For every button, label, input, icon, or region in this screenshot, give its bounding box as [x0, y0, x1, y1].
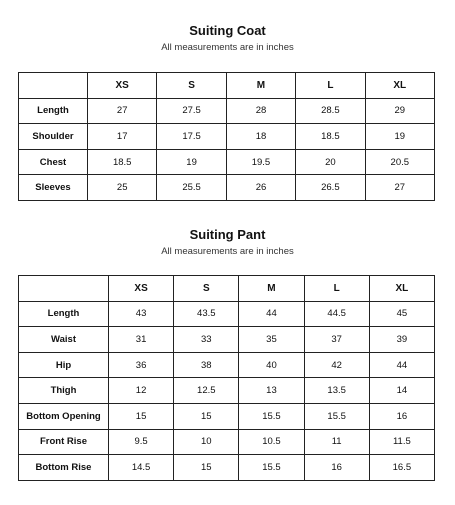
table-row [19, 429, 435, 455]
measurement-value: 15.5 [239, 403, 304, 429]
measurement-value: 39 [369, 327, 434, 353]
measurement-value: 35 [239, 327, 304, 353]
size-header: S [174, 276, 239, 302]
measurement-value: 44.5 [304, 301, 369, 327]
size-header: L [304, 276, 369, 302]
size-header: M [239, 276, 304, 302]
measurement-value: 17 [88, 124, 157, 150]
measurement-value: 31 [109, 327, 174, 353]
measurement-value: 19 [157, 149, 226, 175]
measurement-value: 11 [304, 429, 369, 455]
measurement-value: 9.5 [109, 429, 174, 455]
measurement-value: 12 [109, 378, 174, 404]
table-row [19, 98, 435, 124]
size-header: L [296, 73, 365, 99]
measurement-value: 10.5 [239, 429, 304, 455]
coat-size-table [18, 72, 435, 201]
corner-cell [19, 73, 88, 99]
measurement-value: 45 [369, 301, 434, 327]
measurement-value: 12.5 [174, 378, 239, 404]
measurement-value: 19 [365, 124, 434, 150]
pant-size-table [18, 275, 435, 481]
measurement-label: Bottom Rise [19, 455, 109, 481]
size-header: XS [109, 276, 174, 302]
measurement-value: 14 [369, 378, 434, 404]
measurement-label: Shoulder [19, 124, 88, 150]
measurement-value: 43 [109, 301, 174, 327]
measurement-value: 15 [174, 403, 239, 429]
pant-subtitle: All measurements are in inches [161, 246, 294, 257]
measurement-value: 28.5 [296, 98, 365, 124]
measurement-value: 20 [296, 149, 365, 175]
table-row [19, 327, 435, 353]
measurement-label: Length [19, 98, 88, 124]
size-header: XL [369, 276, 434, 302]
measurement-value: 16.5 [369, 455, 434, 481]
measurement-value: 28 [226, 98, 295, 124]
measurement-value: 19.5 [226, 149, 295, 175]
measurement-value: 15 [109, 403, 174, 429]
measurement-value: 14.5 [109, 455, 174, 481]
table-header-row [19, 73, 435, 99]
measurement-value: 25.5 [157, 175, 226, 201]
measurement-label: Bottom Opening [19, 403, 109, 429]
measurement-label: Thigh [19, 378, 109, 404]
measurement-value: 33 [174, 327, 239, 353]
measurement-value: 42 [304, 352, 369, 378]
table-row [19, 403, 435, 429]
measurement-value: 10 [174, 429, 239, 455]
measurement-value: 26.5 [296, 175, 365, 201]
measurement-value: 38 [174, 352, 239, 378]
pant-title: Suiting Pant [189, 227, 266, 242]
table-row [19, 378, 435, 404]
measurement-value: 27 [365, 175, 434, 201]
table-row [19, 124, 435, 150]
measurement-value: 26 [226, 175, 295, 201]
coat-title: Suiting Coat [189, 23, 266, 38]
measurement-value: 17.5 [157, 124, 226, 150]
measurement-label: Hip [19, 352, 109, 378]
measurement-label: Front Rise [19, 429, 109, 455]
measurement-value: 15 [174, 455, 239, 481]
measurement-value: 27 [88, 98, 157, 124]
measurement-value: 40 [239, 352, 304, 378]
size-header: XS [88, 73, 157, 99]
measurement-value: 15.5 [304, 403, 369, 429]
measurement-label: Length [19, 301, 109, 327]
measurement-label: Chest [19, 149, 88, 175]
measurement-value: 16 [369, 403, 434, 429]
measurement-label: Sleeves [19, 175, 88, 201]
measurement-value: 18.5 [88, 149, 157, 175]
measurement-value: 15.5 [239, 455, 304, 481]
measurement-value: 11.5 [369, 429, 434, 455]
measurement-value: 13 [239, 378, 304, 404]
corner-cell [19, 276, 109, 302]
measurement-label: Waist [19, 327, 109, 353]
measurement-value: 43.5 [174, 301, 239, 327]
measurement-value: 18.5 [296, 124, 365, 150]
measurement-value: 29 [365, 98, 434, 124]
table-row [19, 455, 435, 481]
measurement-value: 16 [304, 455, 369, 481]
table-row [19, 175, 435, 201]
measurement-value: 37 [304, 327, 369, 353]
measurement-value: 27.5 [157, 98, 226, 124]
measurement-value: 20.5 [365, 149, 434, 175]
measurement-value: 44 [239, 301, 304, 327]
measurement-value: 36 [109, 352, 174, 378]
table-row [19, 301, 435, 327]
size-header: S [157, 73, 226, 99]
size-header: XL [365, 73, 434, 99]
size-header: M [226, 73, 295, 99]
measurement-value: 18 [226, 124, 295, 150]
measurement-value: 13.5 [304, 378, 369, 404]
table-header-row [19, 276, 435, 302]
measurement-value: 25 [88, 175, 157, 201]
measurement-value: 44 [369, 352, 434, 378]
coat-subtitle: All measurements are in inches [161, 42, 294, 53]
table-row [19, 352, 435, 378]
table-row [19, 149, 435, 175]
